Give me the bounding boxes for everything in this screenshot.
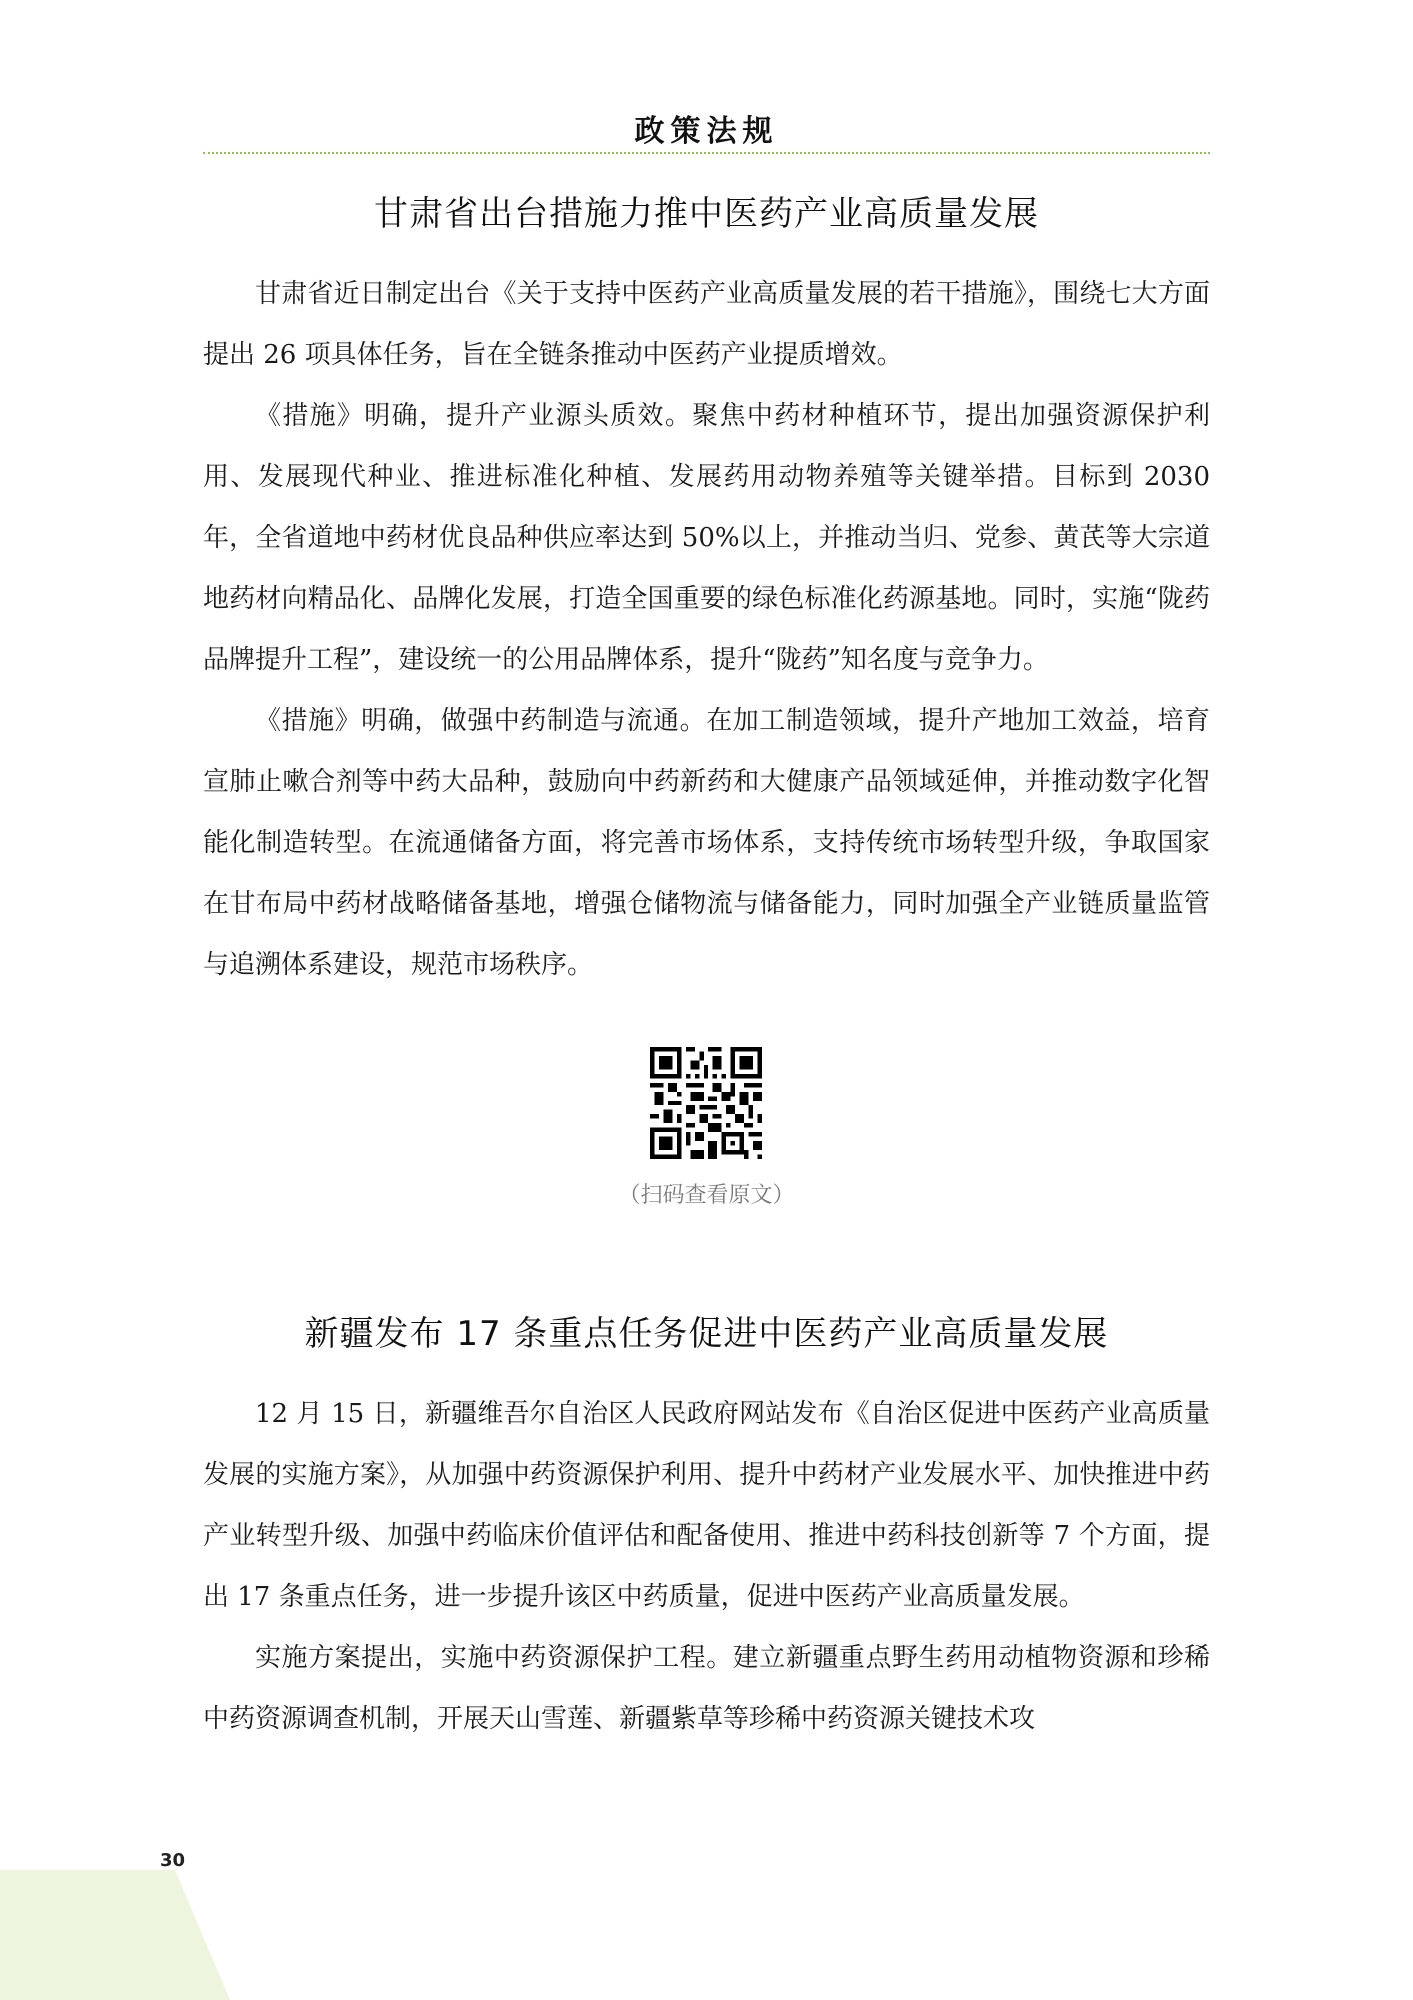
article2-paragraph: 12 月 15 日，新疆维吾尔自治区人民政府网站发布《自治区促进中医药产业高质量发展的实施方案》，从加强中药资源保护利用、提升中药材产业发展水平、加快推进中药产业转型升级、加强中药临床价值评估和配备使用、推进中药科技创新等 7 个方面，提出 17 条重点任务，进一步提升该区中药质量，促进中医药产业高质量发展。 <box>203 1399 1210 1612</box>
article1-body <box>203 264 1210 996</box>
article2-body <box>203 1384 1210 1750</box>
article2-paragraph: 实施方案提出，实施中药资源保护工程。建立新疆重点野生药用动植物资源和珍稀中药资源调查机制，开展天山雪莲、新疆紫草等珍稀中药资源关键技术攻 <box>203 1643 1210 1734</box>
header-divider <box>203 152 1210 154</box>
page-number: 30 <box>160 1850 186 1871</box>
article1-title: 甘肃省出台措施力推中医药产业高质量发展 <box>374 194 1039 234</box>
article1-paragraph: 甘肃省近日制定出台《关于支持中医药产业高质量发展的若干措施》，围绕七大方面提出 26 项具体任务，旨在全链条推动中医药产业提质增效。 <box>203 279 1210 370</box>
article2-title: 新疆发布 17 条重点任务促进中医药产业高质量发展 <box>304 1314 1109 1354</box>
page-corner-decoration <box>0 1870 230 2000</box>
qr-caption: （扫码查看原文） <box>618 1183 795 1208</box>
article1-paragraph: 《措施》明确，做强中药制造与流通。在加工制造领域，提升产地加工效益，培育宣肺止嗽合剂等中药大品种，鼓励向中药新药和大健康产品领域延伸，并推动数字化智能化制造转型。在流通储备方面，将完善市场体系，支持传统市场转型升级，争取国家在甘布局中药材战略储备基地，增强仓储物流与储备能力，同时加强全产业链质量监管与追溯体系建设，规范市场秩序。 <box>203 706 1210 980</box>
section-header-title: 政策法规 <box>634 114 779 149</box>
article1-paragraph: 《措施》明确，提升产业源头质效。聚焦中药材种植环节，提出加强资源保护利用、发展现代种业、推进标准化种植、发展药用动物养殖等关键举措。目标到 2030 年，全省道地中药材优良品种供应率达到 50%以上，并推动当归、党参、黄芪等大宗道地药材向精品化、品牌化发展，打造全国重要的绿色标准化药源基地。同时，实施“陇药品牌提升工程”，建设统一的公用品牌体系，提升“陇药”知名度与竞争力。 <box>203 401 1210 675</box>
qr-code-image[interactable] <box>650 1047 762 1159</box>
